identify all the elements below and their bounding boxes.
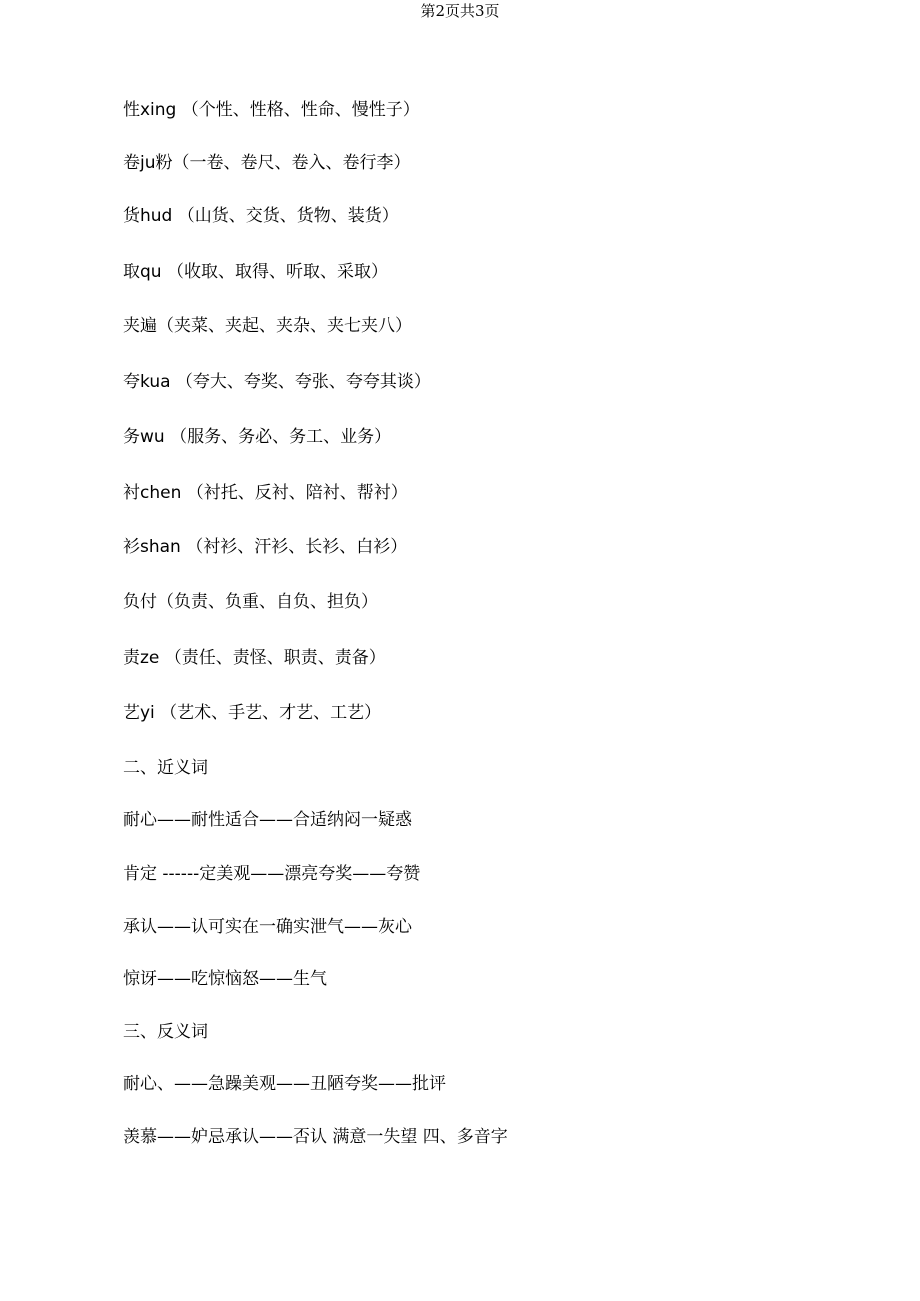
synonym-line: 惊讶——吃惊恼怒——生气 — [123, 969, 327, 989]
synonym-line: 承认——认可实在一确实泄气——灰心 — [123, 917, 412, 937]
page-indicator: 第2页共3页 — [420, 2, 500, 20]
entry-shan: 衫shan （衬衫、汗衫、长衫、白衫） — [123, 537, 408, 557]
entry-fu: 负付（负责、负重、自负、担负） — [123, 592, 378, 612]
section-heading-antonyms: 三、反义词 — [123, 1022, 208, 1042]
entry-wu: 务wu （服务、务必、务工、业务） — [123, 427, 392, 447]
section-heading-synonyms: 二、近义词 — [123, 758, 208, 778]
entry-qu: 取qu （收取、取得、听取、采取） — [123, 262, 388, 282]
entry-chen: 衬chen （衬托、反衬、陪衬、帮衬） — [123, 483, 408, 503]
synonym-line: 肯定 ------定美观——漂亮夸奖——夸赞 — [123, 864, 421, 884]
entry-xing: 性xing （个性、性格、性命、慢性子） — [123, 100, 420, 120]
entry-kua: 夸kua （夸大、夸奖、夸张、夸夸其谈） — [123, 372, 431, 392]
entry-juan: 卷ju粉（一卷、卷尺、卷入、卷行李） — [123, 153, 411, 173]
synonym-line: 耐心——耐性适合——合适纳闷一疑惑 — [123, 810, 412, 830]
entry-ze: 责ze （责任、责怪、职责、责备） — [123, 648, 386, 668]
entry-jia: 夹遍（夹菜、夹起、夹杂、夹七夹八） — [123, 316, 412, 336]
antonym-line: 羡慕——妒忌承认——否认 满意一失望 四、多音字 — [123, 1127, 508, 1147]
entry-yi: 艺yi （艺术、手艺、才艺、工艺） — [123, 703, 382, 723]
entry-huo: 货hud （山货、交货、货物、装货） — [123, 206, 399, 226]
antonym-line: 耐心、——急躁美观——丑陋夸奖——批评 — [123, 1074, 446, 1094]
